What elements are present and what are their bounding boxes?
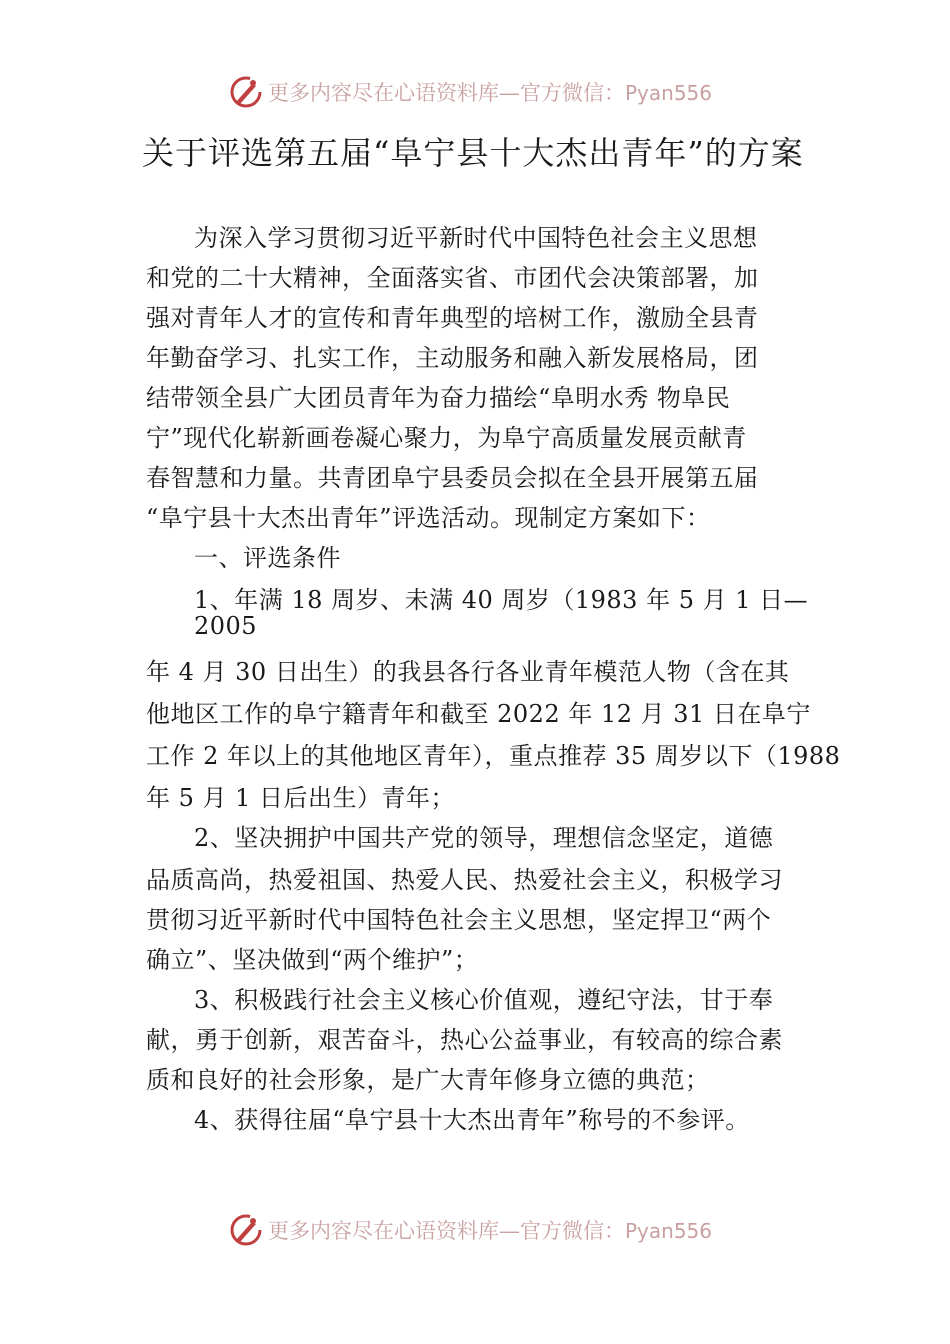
paragraph-line: 强对青年人才的宣传和青年典型的培树工作，激励全县青 [146, 304, 759, 332]
paragraph-line: 年 4 月 30 日出生）的我县各行各业青年模范人物（含在其 [146, 658, 790, 686]
paragraph-line: 2005 [194, 612, 258, 640]
watermark-header [228, 72, 712, 112]
document-title: 关于评选第五届“阜宁县十大杰出青年”的方案 [142, 134, 804, 172]
brush-logo-icon [228, 74, 264, 110]
paragraph-line: 献，勇于创新，艰苦奋斗，热心公益事业，有较高的综合素 [146, 1026, 783, 1054]
paragraph-line: 他地区工作的阜宁籍青年和截至 2022 年 12 月 31 日在阜宁 [146, 700, 811, 728]
paragraph-line: 品质高尚，热爱祖国、热爱人民、热爱社会主义，积极学习 [146, 866, 783, 894]
watermark-text: 更多内容尽在心语资料库—官方微信：Pyan556 [268, 1219, 713, 1243]
paragraph-line: 为深入学习贯彻习近平新时代中国特色社会主义思想 [194, 224, 758, 252]
paragraph-line: 3、积极践行社会主义核心价值观，遵纪守法，甘于奉 [194, 986, 774, 1014]
paragraph-line: 1、年满 18 周岁、未满 40 周岁（1983 年 5 月 1 日— [194, 586, 809, 614]
paragraph-line: “阜宁县十大杰出青年”评选活动。现制定方案如下： [146, 504, 711, 532]
paragraph-line: 贯彻习近平新时代中国特色社会主义思想，坚定捍卫“两个 [146, 906, 772, 934]
paragraph-line: 年勤奋学习、扎实工作，主动服务和融入新发展格局，团 [146, 344, 759, 372]
brush-logo-icon [228, 1212, 264, 1248]
paragraph-line: 工作 2 年以上的其他地区青年），重点推荐 35 周岁以下（1988 [146, 742, 841, 770]
watermark-footer [228, 1210, 712, 1250]
paragraph-line: 2、坚决拥护中国共产党的领导，理想信念坚定，道德 [194, 824, 774, 852]
paragraph-line: 4、获得往届“阜宁县十大杰出青年”称号的不参评。 [194, 1106, 750, 1134]
paragraph-line: 春智慧和力量。共青团阜宁县委员会拟在全县开展第五届 [146, 464, 759, 492]
paragraph-line: 宁”现代化崭新画卷凝心聚力，为阜宁高质量发展贡献青 [146, 424, 747, 452]
section-heading: 一、评选条件 [194, 544, 341, 572]
paragraph-line: 结带领全县广大团员青年为奋力描绘“阜明水秀 物阜民 [146, 384, 731, 412]
paragraph-line: 质和良好的社会形象，是广大青年修身立德的典范； [146, 1066, 710, 1094]
paragraph-line: 确立”、坚决做到“两个维护”； [146, 946, 479, 974]
paragraph-line: 年 5 月 1 日后出生）青年； [146, 784, 456, 812]
watermark-text: 更多内容尽在心语资料库—官方微信：Pyan556 [268, 81, 713, 105]
paragraph-line: 和党的二十大精神，全面落实省、市团代会决策部署，加 [146, 264, 759, 292]
